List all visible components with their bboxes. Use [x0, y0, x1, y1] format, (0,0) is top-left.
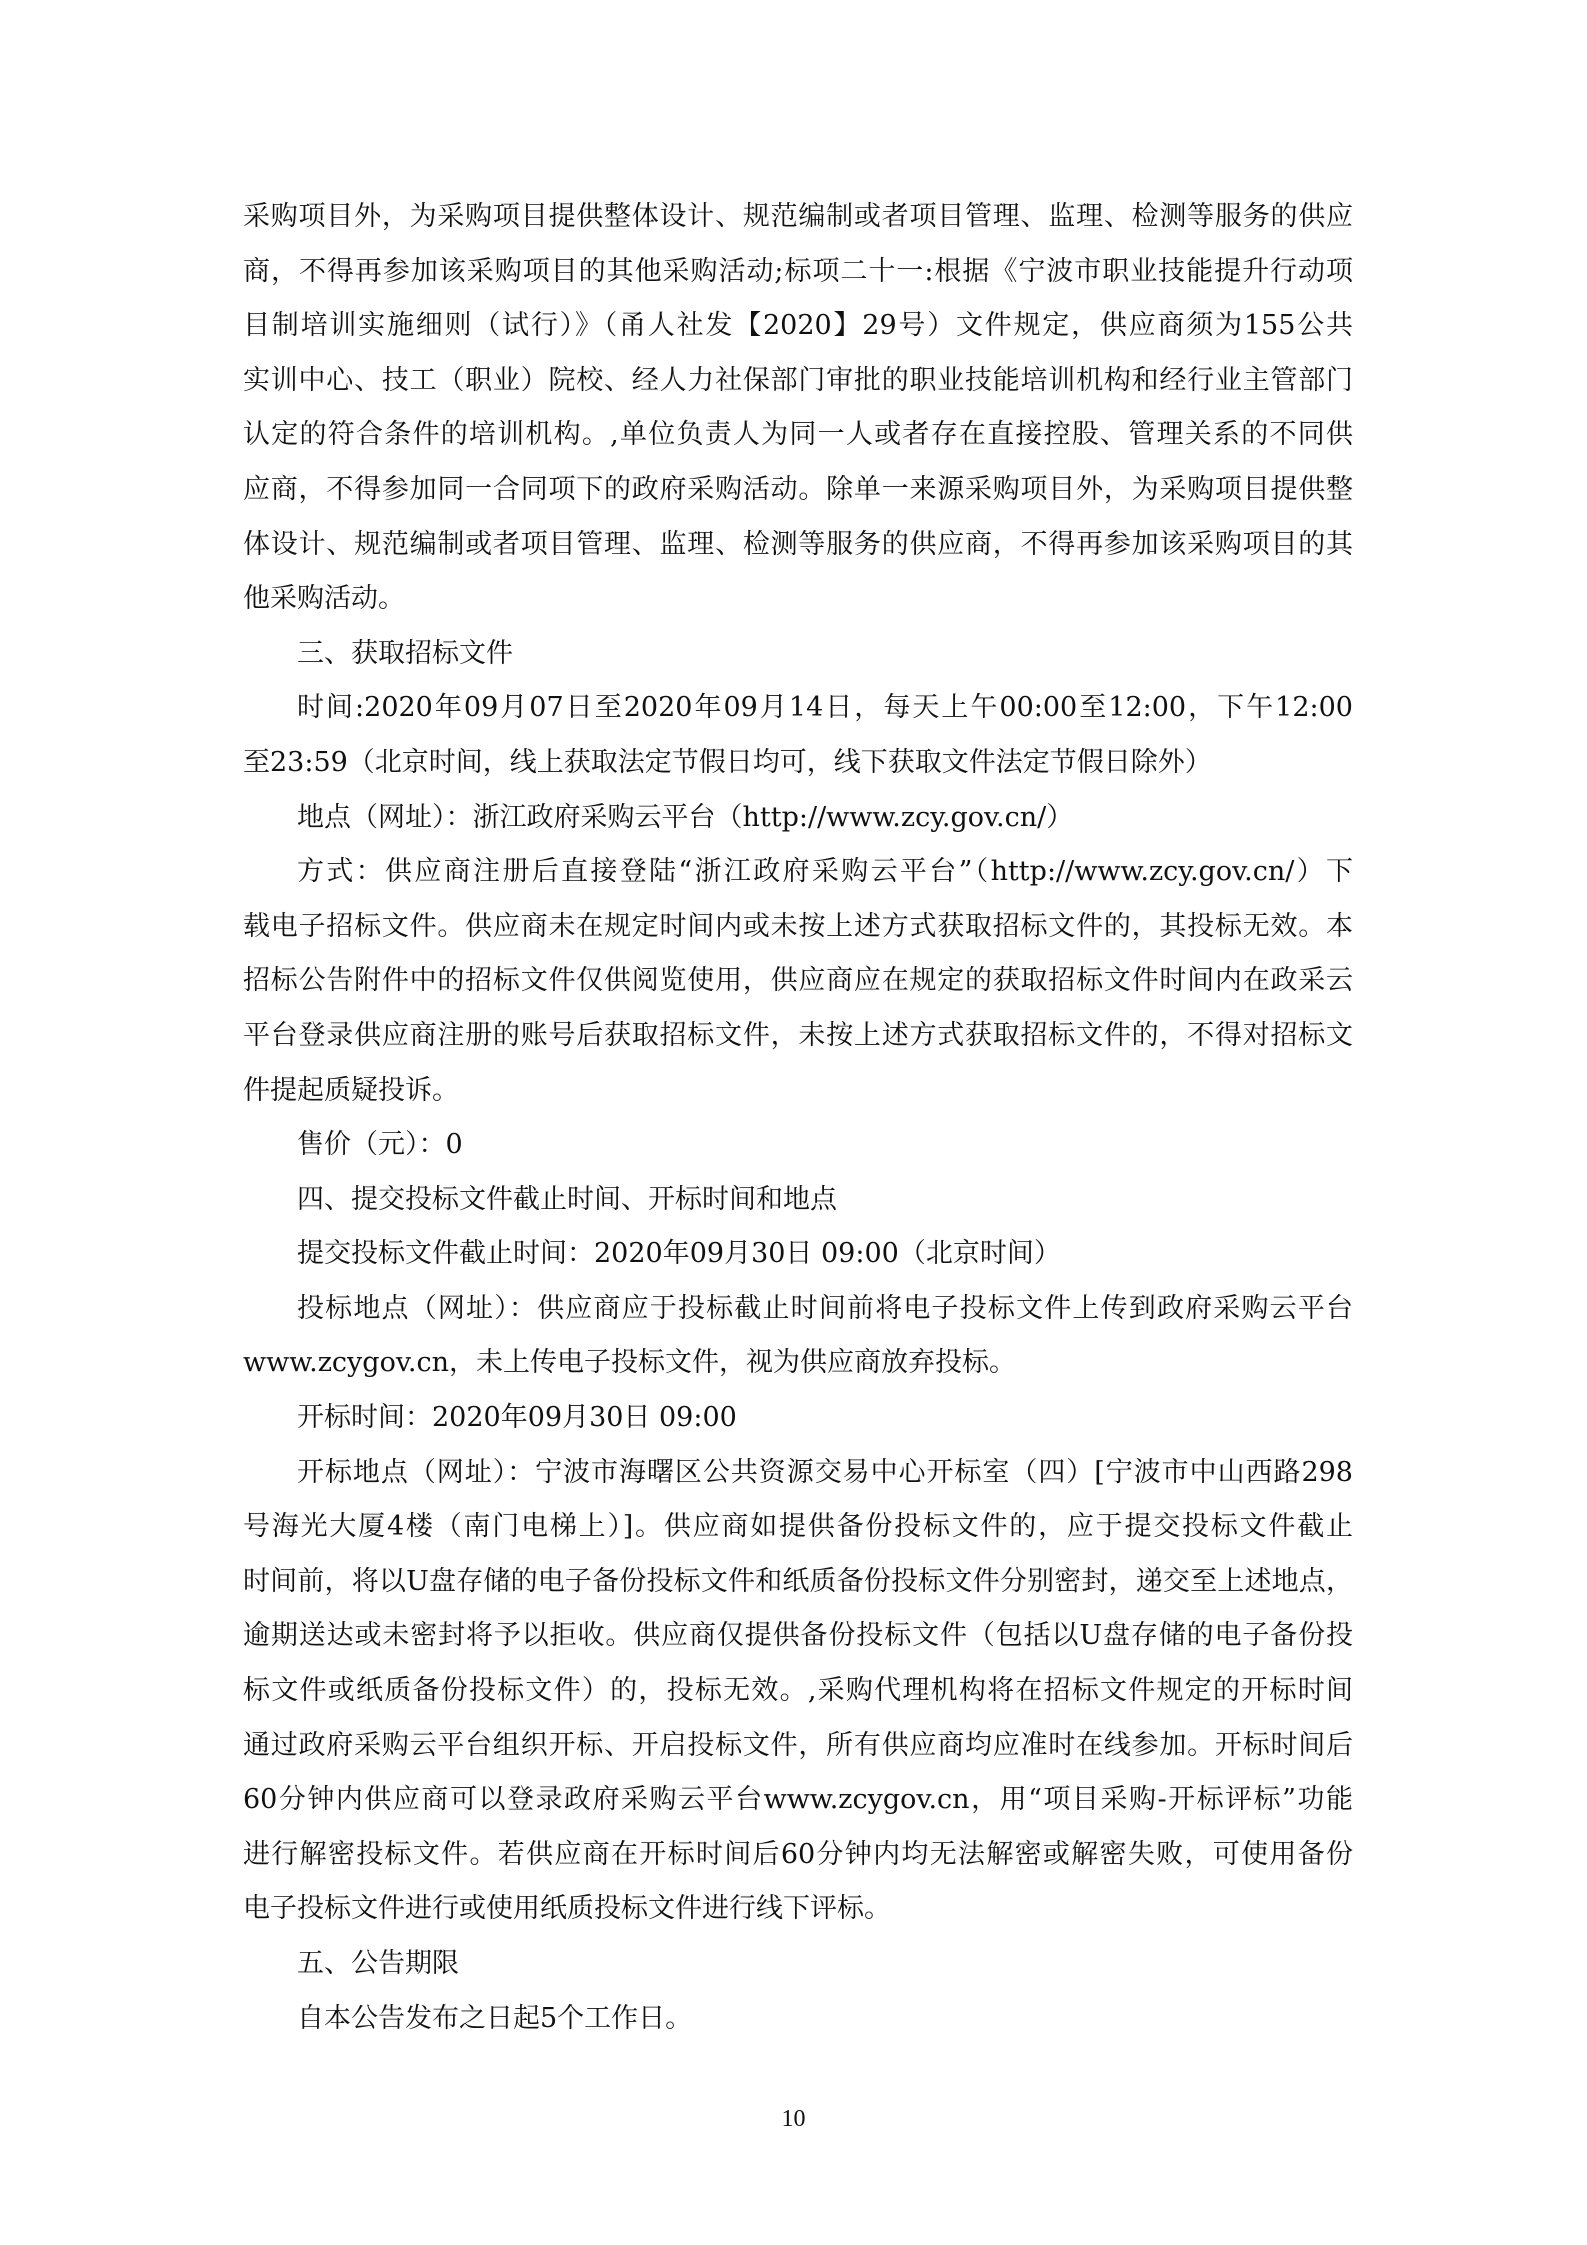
text-line: 应商，不得参加同一合同项下的政府采购活动。除单一来源采购项目外，为采购项目提供整	[243, 473, 1353, 505]
text-line: 开标地点（网址）：宁波市海曙区公共资源交易中心开标室（四）[宁波市中山西路298	[297, 1456, 1353, 1488]
document-body	[243, 190, 1353, 2046]
text-line: 采购项目外，为采购项目提供整体设计、规范编制或者项目管理、监理、检测等服务的供应	[243, 201, 1353, 232]
text-line: 方式：供应商注册后直接登陆“浙江政府采购云平台”（http://www.zcy.gov.cn/）下	[297, 856, 1353, 888]
text-line: 招标公告附件中的招标文件仅供阅览使用，供应商应在规定的获取招标文件时间内在政采云	[243, 965, 1353, 997]
text-line: 时间前，将以U盘存储的电子备份投标文件和纸质备份投标文件分别密封，递交至上述地点，	[243, 1565, 1353, 1597]
text-line: 三、获取招标文件	[297, 637, 513, 669]
text-line: 时间:2020年09月07日至2020年09月14日，每天上午00:00至12:00，下午12:00	[297, 692, 1353, 724]
text-line: 60分钟内供应商可以登录政府采购云平台www.zcygov.cn，用“项目采购-开标评标”功能	[243, 1784, 1353, 1816]
text-line: 五、公告期限	[297, 1948, 459, 1979]
text-line: 开标时间：2020年09月30日 09:00	[297, 1402, 737, 1434]
text-line: 认定的符合条件的培训机构。,单位负责人为同一人或者存在直接控股、管理关系的不同供	[243, 419, 1353, 451]
text-line: 目制培训实施细则（试行）》（甬人社发【2020】29号）文件规定，供应商须为155公共	[243, 310, 1353, 342]
text-line: 号海光大厦4楼（南门电梯上）]。供应商如提供备份投标文件的，应于提交投标文件截止	[243, 1511, 1353, 1543]
text-line: 件提起质疑投诉。	[243, 1074, 459, 1106]
text-line: 通过政府采购云平台组织开标、开启投标文件，所有供应商均应准时在线参加。开标时间后	[243, 1729, 1353, 1761]
text-line: 标文件或纸质备份投标文件）的，投标无效。,采购代理机构将在招标文件规定的开标时间	[243, 1675, 1353, 1707]
text-line: 地点（网址）：浙江政府采购云平台（http://www.zcy.gov.cn/）	[297, 801, 1074, 833]
text-line: 自本公告发布之日起5个工作日。	[297, 2002, 693, 2034]
text-line: 他采购活动。	[243, 583, 405, 615]
text-line: 投标地点（网址）：供应商应于投标截止时间前将电子投标文件上传到政府采购云平台	[297, 1292, 1353, 1324]
text-line: 实训中心、技工（职业）院校、经人力社保部门审批的职业技能培训机构和经行业主管部门	[243, 364, 1353, 396]
text-line: 平台登录供应商注册的账号后获取招标文件，未按上述方式获取招标文件的，不得对招标文	[243, 1019, 1353, 1051]
page-number: 10	[781, 2106, 806, 2132]
text-line: 商，不得再参加该采购项目的其他采购活动;标项二十一:根据《宁波市职业技能提升行动项	[243, 255, 1353, 287]
text-line: 售价（元）：0	[297, 1129, 463, 1161]
text-line: 逾期送达或未密封将予以拒收。供应商仅提供备份投标文件（包括以U盘存储的电子备份投	[243, 1620, 1353, 1652]
text-line: 进行解密投标文件。若供应商在开标时间后60分钟内均无法解密或解密失败，可使用备份	[243, 1838, 1353, 1870]
text-line: www.zcygov.cn，未上传电子投标文件，视为供应商放弃投标。	[243, 1347, 1016, 1379]
text-line: 体设计、规范编制或者项目管理、监理、检测等服务的供应商，不得再参加该采购项目的其	[243, 528, 1353, 560]
text-line: 载电子招标文件。供应商未在规定时间内或未按上述方式获取招标文件的，其投标无效。本	[243, 910, 1353, 942]
text-line: 电子投标文件进行或使用纸质投标文件进行线下评标。	[243, 1893, 891, 1925]
text-line: 至23:59（北京时间，线上获取法定节假日均可，线下获取文件法定节假日除外）	[243, 746, 1212, 778]
text-line: 提交投标文件截止时间：2020年09月30日 09:00（北京时间）	[297, 1238, 1061, 1270]
text-line: 四、提交投标文件截止时间、开标时间和地点	[297, 1183, 837, 1215]
